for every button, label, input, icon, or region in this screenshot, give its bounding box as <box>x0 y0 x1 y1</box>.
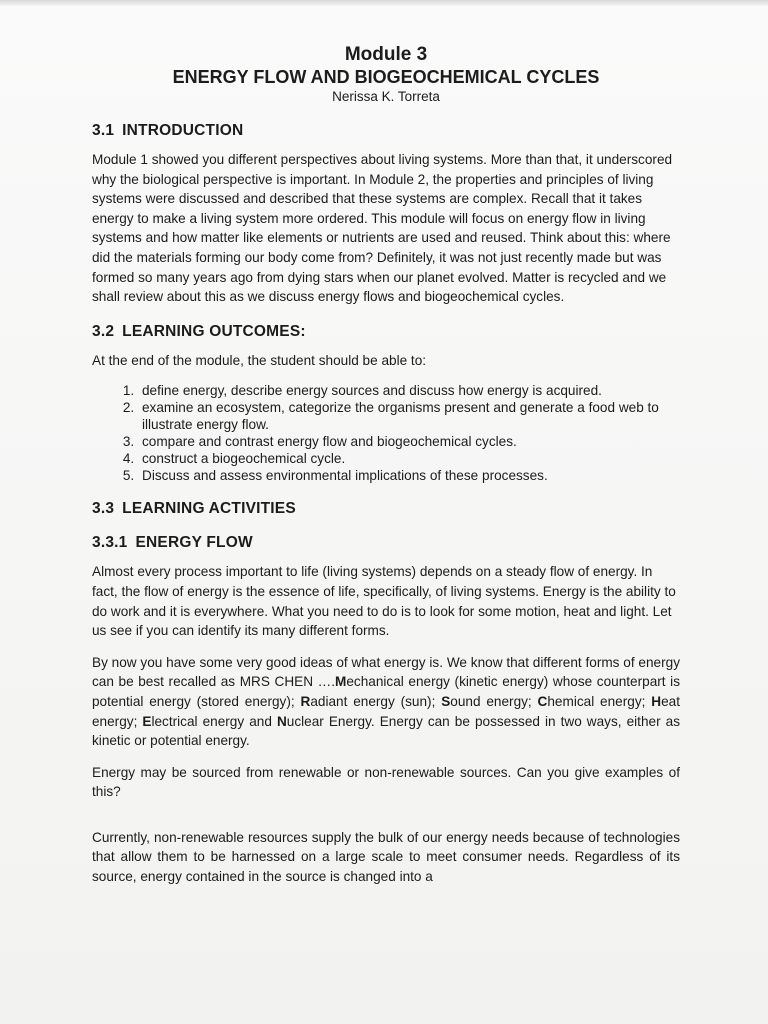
outcomes-lead: At the end of the module, the student should be able to: <box>92 352 427 368</box>
list-item: 1. define energy, describe energy sources and discuss how energy is acquired. <box>138 382 680 399</box>
author-name: Nerissa K. Torreta <box>332 89 440 104</box>
module-number: Module 3 <box>344 44 428 65</box>
list-item: 2. examine an ecosystem, categorize the organisms present and generate a food web to illustrate energy flow. <box>138 399 680 433</box>
section-heading-outcomes: 3.2 LEARNING OUTCOMES: <box>92 322 306 340</box>
list-item: 3. compare and contrast energy flow and biogeochemical cycles. <box>138 433 680 450</box>
energy-forms-paragraph: By now you have some very good ideas of what energy is. We know that different forms of energy can be best recalled as MRS CHEN ….Mechanical energy (kinetic energy) whose counterpart is potential energy (stored energy); Radiant energy (sun); Sound energy; Chemical energy; Heat energy; Electrical energy and Nuclear Energy. Energy can be possessed in two ways, either as kinetic or potential energy. <box>92 654 681 749</box>
scan-edge <box>0 0 768 6</box>
section-heading-activities: 3.3 LEARNING ACTIVITIES <box>92 500 296 518</box>
non-renewable-paragraph: Currently, non-renewable resources supply the bulk of our energy needs because of technologies that allow them to be harnessed on a large scale to meet consumer needs. Regardless of its source, energy contained in the source is changed into a <box>92 829 680 885</box>
module-title: ENERGY FLOW AND BIOGEOCHEMICAL CYCLES <box>172 67 600 87</box>
document-header <box>92 44 680 106</box>
list-item: 5. Discuss and assess environmental implications of these processes. <box>138 467 680 484</box>
list-item: 4. construct a biogeochemical cycle. <box>138 450 680 467</box>
section-heading-introduction: 3.1 INTRODUCTION <box>92 122 244 139</box>
outcomes-list <box>92 382 680 484</box>
energy-flow-paragraph-1: Almost every process important to life (living systems) depends on a steady flow of energy. In fact, the flow of energy is the essence of life, specifically, of living systems. Energy is the ability to do work and it is everywhere. What you need to do is to look for some motion, heat and light. Let us see if you can identify its many different forms. <box>92 564 676 639</box>
section-heading-energy-flow: 3.3.1 ENERGY FLOW <box>92 534 253 552</box>
spacer <box>92 814 680 828</box>
energy-sources-paragraph: Energy may be sourced from renewable or non-renewable sources. Can you give examples of this? <box>92 764 680 800</box>
introduction-paragraph: Module 1 showed you different perspectives about living systems. More than that, it underscored why the biological perspective is important. In Module 2, the properties and principles of living systems were discussed and described that these systems are complex. Recall that it takes energy to make a living system more ordered. This module will focus on energy flow in living systems and how matter like elements or nutrients are used and reused. Think about this: where did the materials forming our body come from? Definitely, it was not just recently made but was formed so many years ago from dying stars when our planet evolved. Matter is recycled and we shall review about this as we discuss energy flows and biogeochemical cycles. <box>92 152 673 305</box>
